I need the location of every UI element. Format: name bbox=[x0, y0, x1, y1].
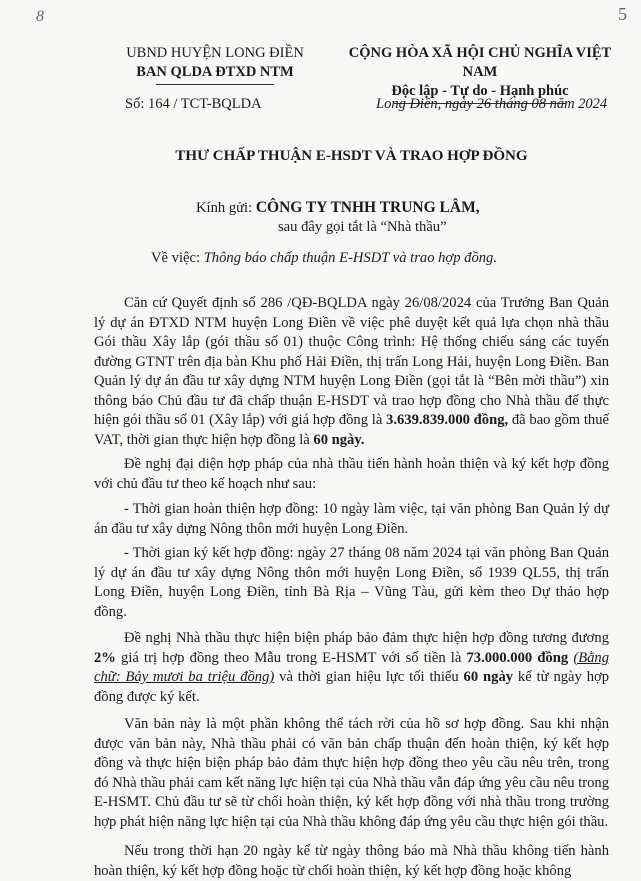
recipient-alias: sau đây gọi tắt là “Nhà thầu” bbox=[278, 219, 447, 235]
paragraph-3-a: Đề nghị Nhà thầu thực hiện biện pháp bảo đảm thực hiện hợp đồng tương đương bbox=[124, 630, 609, 646]
guarantee-amount-words: (Bằng chữ: Bảy mươi ba triệu đồng) bbox=[94, 649, 609, 685]
paragraph-2: Đề nghị đại diện hợp pháp của nhà thầu tiến hành hoàn thiện và ký kết hợp đồng với chủ đầu tư theo kế hoạch như sau: bbox=[94, 456, 609, 492]
agency-line2: BAN QLDA ĐTXD NTM bbox=[136, 64, 294, 80]
paragraph-1 bbox=[94, 294, 609, 450]
paragraph-3 bbox=[94, 629, 609, 707]
corner-mark-right: 5 bbox=[618, 4, 627, 24]
paragraph-4: Văn bản này là một phần không thể tách rời của hồ sơ hợp đồng. Sau khi nhận được văn bản này, Nhà thầu phải có văn bản chấp thuận đến hoàn thiện, ký kết hợp đồng và thực hiện biện pháp bảo đảm thực hiện hợp đồng theo yêu cầu nêu trên, trong đó Nhà thầu phải cam kết năng lực hiện tại của Nhà thầu vẫn đáp ứng yêu cầu nêu trong E-HSMT. Chủ đầu tư sẽ từ chối hoàn thiện, ký kết hợp đồng với nhà thầu trong trường hợp phát hiện năng lực hiện tại của Nhà thầu không đáp ứng yêu cầu thực hiện gói thầu. bbox=[94, 716, 609, 830]
guarantee-validity: 60 ngày bbox=[463, 669, 514, 685]
place-date: Long Điền, ngày 26 tháng 08 năm 2024 bbox=[376, 96, 608, 112]
nation-line2: Độc lập - Tự do - Hạnh phúc bbox=[391, 83, 569, 99]
paragraph-1-mid: đã bao gồm thuế VAT, thời gian thực hiện hợp đồng là bbox=[94, 412, 609, 448]
recipient-line bbox=[196, 199, 480, 217]
contract-duration: 60 ngày. bbox=[313, 431, 365, 448]
recipient-company: CÔNG TY TNHH TRUNG LÂM, bbox=[255, 199, 480, 216]
doc-number: Số: 164 / TCT-BQLDA bbox=[125, 96, 262, 112]
bullet-2: - Thời gian ký kết hợp đồng: ngày 27 tháng 08 năm 2024 tại văn phòng Ban Quản lý dự án đầu tư xây dựng Nông thôn mới huyện Long Điền, số 1939 QL55, thị trấn Long Điền, huyện Long Điền, tỉnh Bà Rịa – Vũng Tàu, gửi kèm theo Dự thảo hợp đồng. bbox=[94, 545, 609, 620]
bullet-1: - Thời gian hoàn thiện hợp đồng: 10 ngày làm việc, tại văn phòng Ban Quản lý dự án đầu tư xây dựng Nông thôn mới huyện Long Điền. bbox=[94, 501, 609, 537]
paragraph-5: Nếu trong thời hạn 20 ngày kể từ ngày thông báo mà Nhà thầu không tiến hành hoàn thiện, ký kết hợp đồng hoặc từ chối hoàn thiện, ký kết hợp đồng hoặc không bbox=[94, 843, 609, 879]
corner-mark-left: 8 bbox=[36, 8, 44, 25]
subject-text: Thông báo chấp thuận E-HSDT và trao hợp đồng. bbox=[203, 250, 498, 266]
agency-underline bbox=[156, 84, 274, 85]
nation-block bbox=[330, 44, 630, 104]
paragraph-3-c: và thời gian hiệu lực tối thiểu bbox=[274, 669, 464, 685]
document-title: THƯ CHẤP THUẬN E-HSDT VÀ TRAO HỢP ĐỒNG bbox=[175, 148, 528, 164]
subject-line bbox=[151, 250, 497, 267]
body bbox=[94, 294, 609, 881]
contract-amount: 3.639.839.000 đồng, bbox=[386, 412, 509, 428]
agency-line1: UBND HUYỆN LONG ĐIỀN bbox=[126, 45, 304, 61]
recipient-label: Kính gửi: bbox=[196, 200, 256, 216]
guarantee-percent: 2% bbox=[94, 649, 116, 666]
paragraph-1-text: Căn cứ Quyết định số 286 /QĐ-BQLDA ngày 26/08/2024 của Trưởng Ban Quản lý dự án ĐTXD NTM huyện Long Điền về việc phê duyệt kết quả lựa chọn nhà thầu Gói thầu Xây lắp (gói thầu số 01) thuộc Công trình: Hệ thống chiếu sáng các tuyến đường GTNT trên địa bàn Khu phố Hải Điền, thị trấn Long Hải, huyện Long Điền. Ban Quản lý dự án đầu tư xây dựng NTM huyện Long Điền (gọi tắt là “Bên mời thầu”) xin thông báo Chủ đầu tư đã chấp thuận E-HSDT và trao hợp đồng cho Nhà thầu để thực hiện gói thầu số 01 (Xây lắp) với giá hợp đồng là bbox=[94, 295, 609, 428]
guarantee-amount: 73.000.000 đồng bbox=[466, 649, 569, 666]
agency-block bbox=[100, 44, 330, 85]
paragraph-3-d: kể từ ngày hợp đồng được ký kết. bbox=[94, 669, 610, 705]
paragraph-3-b: giá trị hợp đồng theo Mẫu trong E-HSMT với số tiền là bbox=[115, 649, 467, 666]
subject-label: Về việc: bbox=[151, 250, 204, 266]
nation-line1: CỘNG HÒA XÃ HỘI CHỦ NGHĨA VIỆT NAM bbox=[348, 45, 612, 80]
